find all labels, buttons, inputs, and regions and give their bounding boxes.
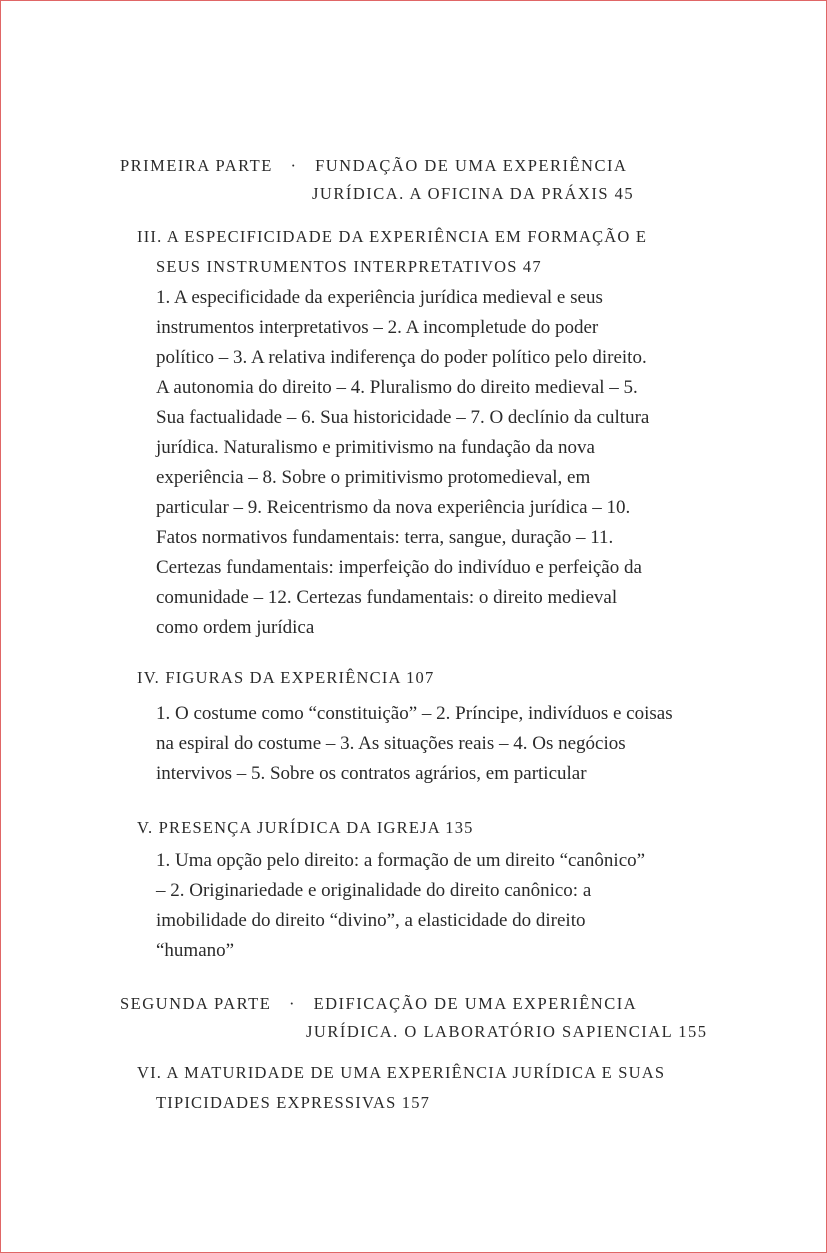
part-heading-1 [120,152,634,208]
summary-line: particular – 9. Reicentrismo da nova experiência jurídica – 10. [156,497,631,518]
chapter-summary-3 [156,283,716,643]
part-title-line2: JURÍDICA. O LABORATÓRIO SAPIENCIAL 155 [306,1022,708,1041]
part-separator: · [288,994,296,1013]
summary-line: 1. O costume como “constituição” – 2. Príncipe, indivíduos e coisas [156,703,673,724]
chapter-heading-3 [137,222,697,282]
chapter-summary-5 [156,846,716,966]
summary-line: imobilidade do direito “divino”, a elasticidade do direito [156,910,586,931]
chapter-title-line1: III. A ESPECIFICIDADE DA EXPERIÊNCIA EM FORMAÇÃO E [137,227,648,246]
chapter-title-line1: IV. FIGURAS DA EXPERIÊNCIA 107 [137,668,435,687]
chapter-title-line2: SEUS INSTRUMENTOS INTERPRETATIVOS 47 [156,257,542,276]
summary-line: “humano” [156,940,235,961]
chapter-summary-4 [156,699,716,789]
summary-line: experiência – 8. Sobre o primitivismo protomedieval, em [156,467,591,488]
part-title-line1: EDIFICAÇÃO DE UMA EXPERIÊNCIA [313,994,638,1013]
part-label: SEGUNDA PARTE [120,994,272,1013]
summary-line: 1. A especificidade da experiência jurídica medieval e seus [156,287,603,308]
summary-line: jurídica. Naturalismo e primitivismo na fundação da nova [156,437,595,458]
part-title-line2: JURÍDICA. A OFICINA DA PRÁXIS 45 [312,184,635,203]
part-separator: · [290,156,298,175]
part-title-line1: FUNDAÇÃO DE UMA EXPERIÊNCIA [315,156,628,175]
summary-line: Fatos normativos fundamentais: terra, sangue, duração – 11. [156,527,614,548]
summary-line: como ordem jurídica [156,617,315,638]
chapter-heading-4 [137,663,697,693]
summary-line: Sua factualidade – 6. Sua historicidade – 7. O declínio da cultura [156,407,650,428]
chapter-title-line1: V. PRESENÇA JURÍDICA DA IGREJA 135 [137,818,474,837]
summary-line: na espiral do costume – 3. As situações reais – 4. Os negócios [156,733,626,754]
chapter-title-line1: VI. A MATURIDADE DE UMA EXPERIÊNCIA JURÍDICA E SUAS [137,1063,666,1082]
part-label: PRIMEIRA PARTE [120,156,273,175]
summary-line: instrumentos interpretativos – 2. A incompletude do poder [156,317,599,338]
chapter-heading-6 [137,1058,697,1118]
summary-line: intervivos – 5. Sobre os contratos agrários, em particular [156,763,587,784]
part-heading-2 [120,990,708,1046]
summary-line: político – 3. A relativa indiferença do poder político pelo direito. [156,347,647,368]
chapter-heading-5 [137,813,697,843]
summary-line: 1. Uma opção pelo direito: a formação de um direito “canônico” [156,850,646,871]
summary-line: comunidade – 12. Certezas fundamentais: o direito medieval [156,587,618,608]
summary-line: A autonomia do direito – 4. Pluralismo do direito medieval – 5. [156,377,638,398]
summary-line: Certezas fundamentais: imperfeição do indivíduo e perfeição da [156,557,642,578]
summary-line: – 2. Originariedade e originalidade do direito canônico: a [156,880,592,901]
chapter-title-line2: TIPICIDADES EXPRESSIVAS 157 [156,1093,431,1112]
